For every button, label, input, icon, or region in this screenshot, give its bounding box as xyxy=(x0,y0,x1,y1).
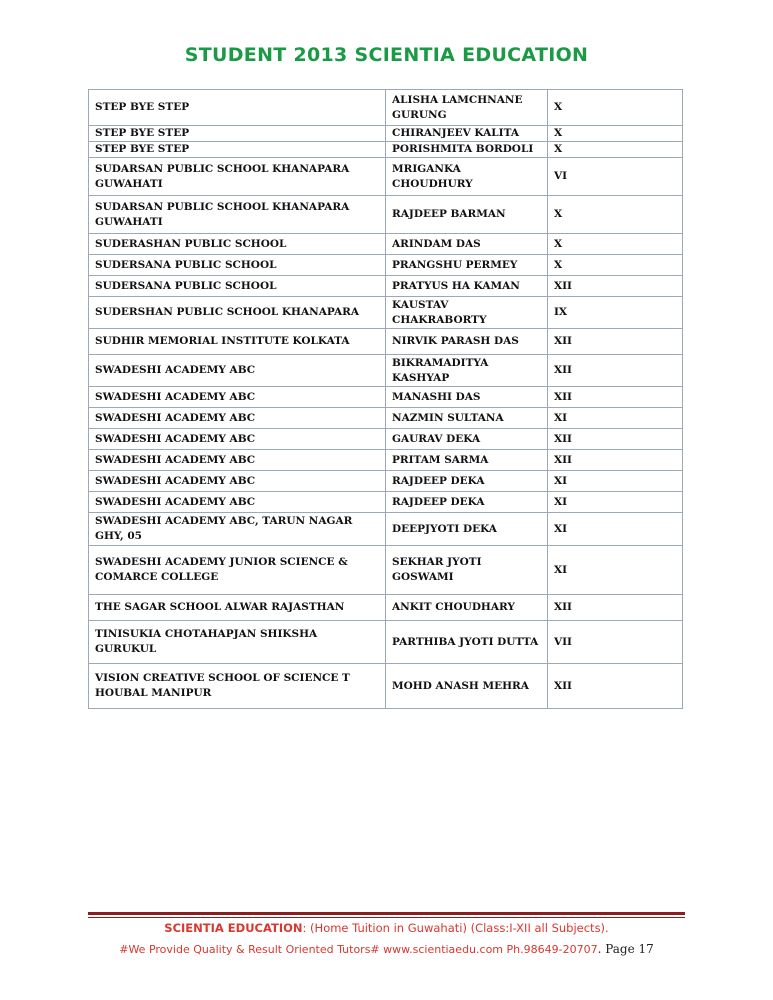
student-name-cell: DEEPJYOTI DEKA xyxy=(386,513,548,546)
class-cell: XI xyxy=(548,513,683,546)
class-cell: VII xyxy=(548,621,683,664)
table-row xyxy=(89,387,683,408)
student-name-cell: RAJDEEP DEKA xyxy=(386,492,548,513)
school-cell: SWADESHI ACADEMY ABC xyxy=(89,355,386,387)
class-cell: X xyxy=(548,255,683,276)
school-cell: SUDERSANA PUBLIC SCHOOL xyxy=(89,276,386,297)
footer-contact: #We Provide Quality & Result Oriented Tutors# www.scientiaedu.com Ph.98649-20707 xyxy=(119,943,598,956)
school-cell: STEP BYE STEP xyxy=(89,142,386,158)
school-cell: SWADESHI ACADEMY ABC xyxy=(89,471,386,492)
footer-tagline: : (Home Tuition in Guwahati) (Class:I-XII all Subjects). xyxy=(302,921,609,935)
student-name-cell: MOHD ANASH MEHRA xyxy=(386,664,548,709)
class-cell: IX xyxy=(548,297,683,329)
class-cell: XII xyxy=(548,355,683,387)
class-cell: X xyxy=(548,142,683,158)
student-name-cell: PRITAM SARMA xyxy=(386,450,548,471)
table-row xyxy=(89,158,683,196)
footer-rule-thin xyxy=(88,917,685,918)
page-number: . Page 17 xyxy=(597,942,654,956)
class-cell: XI xyxy=(548,546,683,595)
table-row xyxy=(89,90,683,126)
table-row xyxy=(89,664,683,709)
student-name-cell: SEKHAR JYOTI GOSWAMI xyxy=(386,546,548,595)
class-cell: XII xyxy=(548,429,683,450)
student-name-cell: PORISHMITA BORDOLI xyxy=(386,142,548,158)
school-cell: THE SAGAR SCHOOL ALWAR RAJASTHAN xyxy=(89,595,386,621)
student-name-cell: NIRVIK PARASH DAS xyxy=(386,329,548,355)
table-row xyxy=(89,595,683,621)
class-cell: XI xyxy=(548,408,683,429)
school-cell: VISION CREATIVE SCHOOL OF SCIENCE T HOUBAL MANIPUR xyxy=(89,664,386,709)
footer-line-1 xyxy=(0,921,773,935)
class-cell: VI xyxy=(548,158,683,196)
school-cell: SWADESHI ACADEMY JUNIOR SCIENCE & COMARCE COLLEGE xyxy=(89,546,386,595)
student-name-cell: ARINDAM DAS xyxy=(386,234,548,255)
class-cell: XII xyxy=(548,329,683,355)
class-cell: XII xyxy=(548,450,683,471)
student-name-cell: CHIRANJEEV KALITA xyxy=(386,126,548,142)
table-row xyxy=(89,408,683,429)
student-name-cell: GAURAV DEKA xyxy=(386,429,548,450)
school-cell: SWADESHI ACADEMY ABC xyxy=(89,387,386,408)
table-row xyxy=(89,513,683,546)
table-row xyxy=(89,450,683,471)
table-row xyxy=(89,234,683,255)
school-cell: SWADESHI ACADEMY ABC xyxy=(89,492,386,513)
table-row xyxy=(89,126,683,142)
class-cell: X xyxy=(548,90,683,126)
student-name-cell: PARTHIBA JYOTI DUTTA xyxy=(386,621,548,664)
footer-rule xyxy=(88,912,685,915)
school-cell: STEP BYE STEP xyxy=(89,90,386,126)
class-cell: XII xyxy=(548,664,683,709)
school-cell: STEP BYE STEP xyxy=(89,126,386,142)
student-name-cell: MRIGANKA CHOUDHURY xyxy=(386,158,548,196)
table-row xyxy=(89,196,683,234)
school-cell: SUDERSANA PUBLIC SCHOOL xyxy=(89,255,386,276)
table-row xyxy=(89,621,683,664)
table-row xyxy=(89,255,683,276)
class-cell: XI xyxy=(548,471,683,492)
school-cell: TINISUKIA CHOTAHAPJAN SHIKSHA GURUKUL xyxy=(89,621,386,664)
student-name-cell: NAZMIN SULTANA xyxy=(386,408,548,429)
table-row xyxy=(89,429,683,450)
table-row xyxy=(89,471,683,492)
student-name-cell: RAJDEEP DEKA xyxy=(386,471,548,492)
student-table xyxy=(88,89,683,709)
table-row xyxy=(89,355,683,387)
table-row xyxy=(89,492,683,513)
table-row xyxy=(89,329,683,355)
student-name-cell: BIKRAMADITYA KASHYAP xyxy=(386,355,548,387)
school-cell: SUDERSHAN PUBLIC SCHOOL KHANAPARA xyxy=(89,297,386,329)
school-cell: SWADESHI ACADEMY ABC xyxy=(89,450,386,471)
table-row xyxy=(89,546,683,595)
school-cell: SUDARSAN PUBLIC SCHOOL KHANAPARA GUWAHATI xyxy=(89,158,386,196)
student-name-cell: ALISHA LAMCHNANE GURUNG xyxy=(386,90,548,126)
page-title: STUDENT 2013 SCIENTIA EDUCATION xyxy=(184,44,589,66)
table-row xyxy=(89,142,683,158)
class-cell: XII xyxy=(548,387,683,408)
table-row xyxy=(89,297,683,329)
school-cell: SWADESHI ACADEMY ABC, TARUN NAGAR GHY, 05 xyxy=(89,513,386,546)
class-cell: XI xyxy=(548,492,683,513)
class-cell: X xyxy=(548,196,683,234)
class-cell: X xyxy=(548,234,683,255)
school-cell: SWADESHI ACADEMY ABC xyxy=(89,429,386,450)
school-cell: SUDERASHAN PUBLIC SCHOOL xyxy=(89,234,386,255)
table-row xyxy=(89,276,683,297)
table-body xyxy=(89,90,683,709)
class-cell: XII xyxy=(548,595,683,621)
school-cell: SUDHIR MEMORIAL INSTITUTE KOLKATA xyxy=(89,329,386,355)
student-name-cell: PRATYUS HA KAMAN xyxy=(386,276,548,297)
school-cell: SUDARSAN PUBLIC SCHOOL KHANAPARA GUWAHATI xyxy=(89,196,386,234)
student-name-cell: KAUSTAV CHAKRABORTY xyxy=(386,297,548,329)
student-name-cell: ANKIT CHOUDHARY xyxy=(386,595,548,621)
class-cell: XII xyxy=(548,276,683,297)
footer-line-2 xyxy=(0,942,773,956)
class-cell: X xyxy=(548,126,683,142)
school-cell: SWADESHI ACADEMY ABC xyxy=(89,408,386,429)
student-name-cell: MANASHI DAS xyxy=(386,387,548,408)
footer-brand: SCIENTIA EDUCATION xyxy=(164,921,303,935)
student-name-cell: RAJDEEP BARMAN xyxy=(386,196,548,234)
student-name-cell: PRANGSHU PERMEY xyxy=(386,255,548,276)
